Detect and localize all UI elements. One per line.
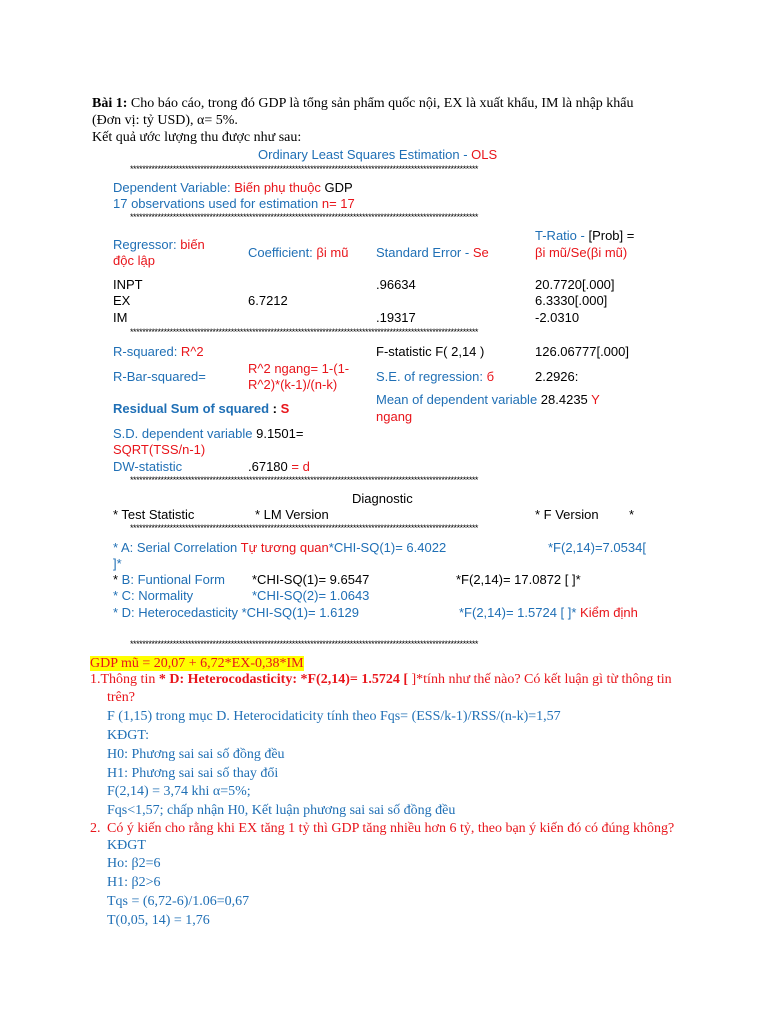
rsq [113,344,204,360]
f-stat-label: F-statistic F( 2,14 ) [376,344,485,359]
dependent-variable [113,180,353,196]
diag-b-star: * [113,572,122,587]
ols-title-abbrev: OLS [471,147,498,162]
rsq-note: R^2 [180,344,204,359]
mean-value: 28.4235 [537,392,592,407]
rss-colon: : [269,401,281,416]
answer-1-line-3: H0: Phương sai sai số đồng đều [107,747,285,762]
question-2-number: 2. [90,821,101,836]
diag-d-f-value: *F(2,14)= 1.5724 [ ]* [459,605,581,620]
se-reg-value: 2.2926: [535,369,579,384]
header-coefficient [248,245,348,261]
divider-stars-4: ****************************************************************************************************************** [130,476,478,485]
row-se-inpt: .96634 [376,277,416,292]
mean-dep [376,392,600,408]
diag-col-test: * Test Statistic [113,507,195,522]
divider-stars-5: ****************************************************************************************************************** [130,524,478,533]
diag-b-f: *F(2,14)= 17.0872 [ ]* [456,572,581,587]
mean-label: Mean of dependent variable [376,392,538,407]
obs-text: 17 observations used for estimation [113,196,322,211]
dw-label: DW-statistic [113,459,183,474]
se-reg-note: б [486,369,495,384]
obs-n: n= 17 [321,196,355,211]
dw [248,459,310,475]
answer-2-line-2: Ho: β2=6 [107,856,161,871]
answer-1-line-4: H1: Phương sai sai số thay đổi [107,766,279,781]
answer-2-line-3: H1: β2>6 [107,875,161,890]
row-name-inpt: INPT [113,277,143,292]
intro-line-2: (Đơn vị: tỷ USD), α= 5%. [92,113,238,128]
ols-title [258,147,497,163]
diag-col-lm: * LM Version [255,507,329,522]
row-t-inpt: 20.7720[.000] [535,277,615,292]
mean-note-2: ngang [376,409,413,424]
sd-dep [113,426,303,442]
diag-d-f [459,605,638,621]
q1-prefix: 1.Thông tin [90,672,159,687]
rss-label: Residual Sum of squared [113,401,270,416]
rbar-note-2: R^2)*(k-1)/(n-k) [248,377,338,392]
diag-a [113,540,446,556]
se-reg-label: S.E. of regression: [376,369,487,384]
dw-note: = d [287,459,310,474]
observations [113,196,355,212]
header-regressor-label: Regressor: [113,237,181,252]
header-coefficient-note: βi mũ [316,245,349,260]
diag-a-cont: ]* [113,556,122,571]
equation [90,655,304,672]
intro-text-1: Cho báo cáo, trong đó GDP là tổng sản phẩm quốc nội, EX là xuất khẩu, IM là nhập khẩu [127,96,634,111]
rbar-note-1: R^2 ngang= 1-(1- [248,361,350,376]
header-coefficient-label: Coefficient: [248,245,317,260]
header-stderr-note: Se [472,245,489,260]
rsq-label: R-squared: [113,344,181,359]
diag-a-f: *F(2,14)=7.0534[ [548,540,646,555]
sd-note: SQRT(TSS/n-1) [113,442,206,457]
diag-d-label: * D: Heterocedasticity [113,605,242,620]
answer-1-line-5: F(2,14) = 3,74 khi α=5%; [107,784,251,799]
question-2: Có ý kiến cho rằng khi EX tăng 1 tỷ thì GDP tăng nhiều hơn 6 tỷ, theo bạn ý kiến đó có đúng không? [107,821,675,836]
sd-label: S.D. dependent variable [113,426,253,441]
row-t-im: -2.0310 [535,310,580,325]
intro-line-3: Kết quả ước lượng thu được như sau: [92,130,302,145]
answer-1-line-6: Fqs<1,57; chấp nhận H0, Kết luận phương sai sai số đồng đều [107,803,456,818]
header-regressor-note-1: biến [180,237,205,252]
q1-bold: * D: Heterocodasticity: *F(2,14)= 1.5724 [ [158,672,408,687]
divider-stars-2: ****************************************************************************************************************** [130,213,478,222]
answer-1-line-2: KĐGT: [107,728,150,743]
answer-2-line-4: Tqs = (6,72-6)/1.06=0,67 [107,894,250,909]
divider-stars-1: ****************************************************************************************************************** [130,165,478,174]
diag-b-label: B: Funtional Form [121,572,225,587]
row-t-ex: 6.3330[.000] [535,293,608,308]
se-regression [376,369,494,385]
diag-col-star: * [629,507,635,522]
diag-b [113,572,225,588]
row-se-im: .19317 [376,310,416,325]
dep-var-note: Biến phụ thuộc [234,180,321,195]
row-name-im: IM [113,310,128,325]
ols-title-main: Ordinary Least Squares Estimation - [258,147,472,162]
header-prob: [Prob] = [588,228,635,243]
dep-var-label: Dependent Variable: [113,180,235,195]
equation-highlight: GDP mũ = 20,07 + 6,72*EX-0,38*IM [90,656,304,671]
diag-d [113,605,359,621]
diag-a-label: * A: Serial Correlation [113,540,241,555]
header-tratio-note: βi mũ/Se(βi mũ) [535,245,628,260]
question-1 [90,671,672,688]
diag-b-chi: *CHI-SQ(1)= 9.6547 [252,572,370,587]
exercise-title: Bài 1: [92,96,128,111]
diag-col-f: * F Version [535,507,599,522]
diag-c-chi: *CHI-SQ(2)= 1.0643 [252,588,370,603]
row-name-ex: EX [113,293,131,308]
dw-value: .67180 [248,459,288,474]
header-stderr-label: Standard Error - [376,245,473,260]
header-regressor [113,237,205,253]
header-tratio [535,228,634,244]
answer-2-line-5: T(0,05, 14) = 1,76 [107,913,210,928]
header-stderr [376,245,489,261]
mean-note-1: Y [591,392,600,407]
diagnostic-title: Diagnostic [352,491,413,506]
answer-1-line-1: F (1,15) trong mục D. Heterocidaticity tính theo Fqs= (ESS/k-1)/RSS/(n-k)=1,57 [107,709,561,724]
rss-note: S [280,401,290,416]
diag-a-note: Tự tương quan [240,540,329,555]
divider-stars-6: ****************************************************************************************************************** [130,640,478,649]
rbar-label: R-Bar-squared= [113,369,206,384]
dep-var-value: GDP [320,180,353,195]
sd-value: 9.1501= [252,426,304,441]
answer-2-line-1: KĐGT [107,838,146,853]
f-stat-value: 126.06777[.000] [535,344,629,359]
intro-line-1 [92,95,634,112]
diag-c-label: * C: Normality [113,588,194,603]
diag-d-chi: *CHI-SQ(1)= 1.6129 [241,605,360,620]
diag-a-chi: *CHI-SQ(1)= 6.4022 [328,540,447,555]
diag-d-note: Kiểm định [580,605,638,620]
row-coef-ex: 6.7212 [248,293,288,308]
q1-suffix: ]*tính như thế nào? Có kết luận gì từ thông tin [408,672,672,687]
question-1-cont: trên? [107,690,135,705]
header-tratio-label: T-Ratio - [535,228,589,243]
divider-stars-3: ****************************************************************************************************************** [130,328,478,337]
header-regressor-note-2: độc lập [113,253,155,268]
rss [113,401,289,417]
